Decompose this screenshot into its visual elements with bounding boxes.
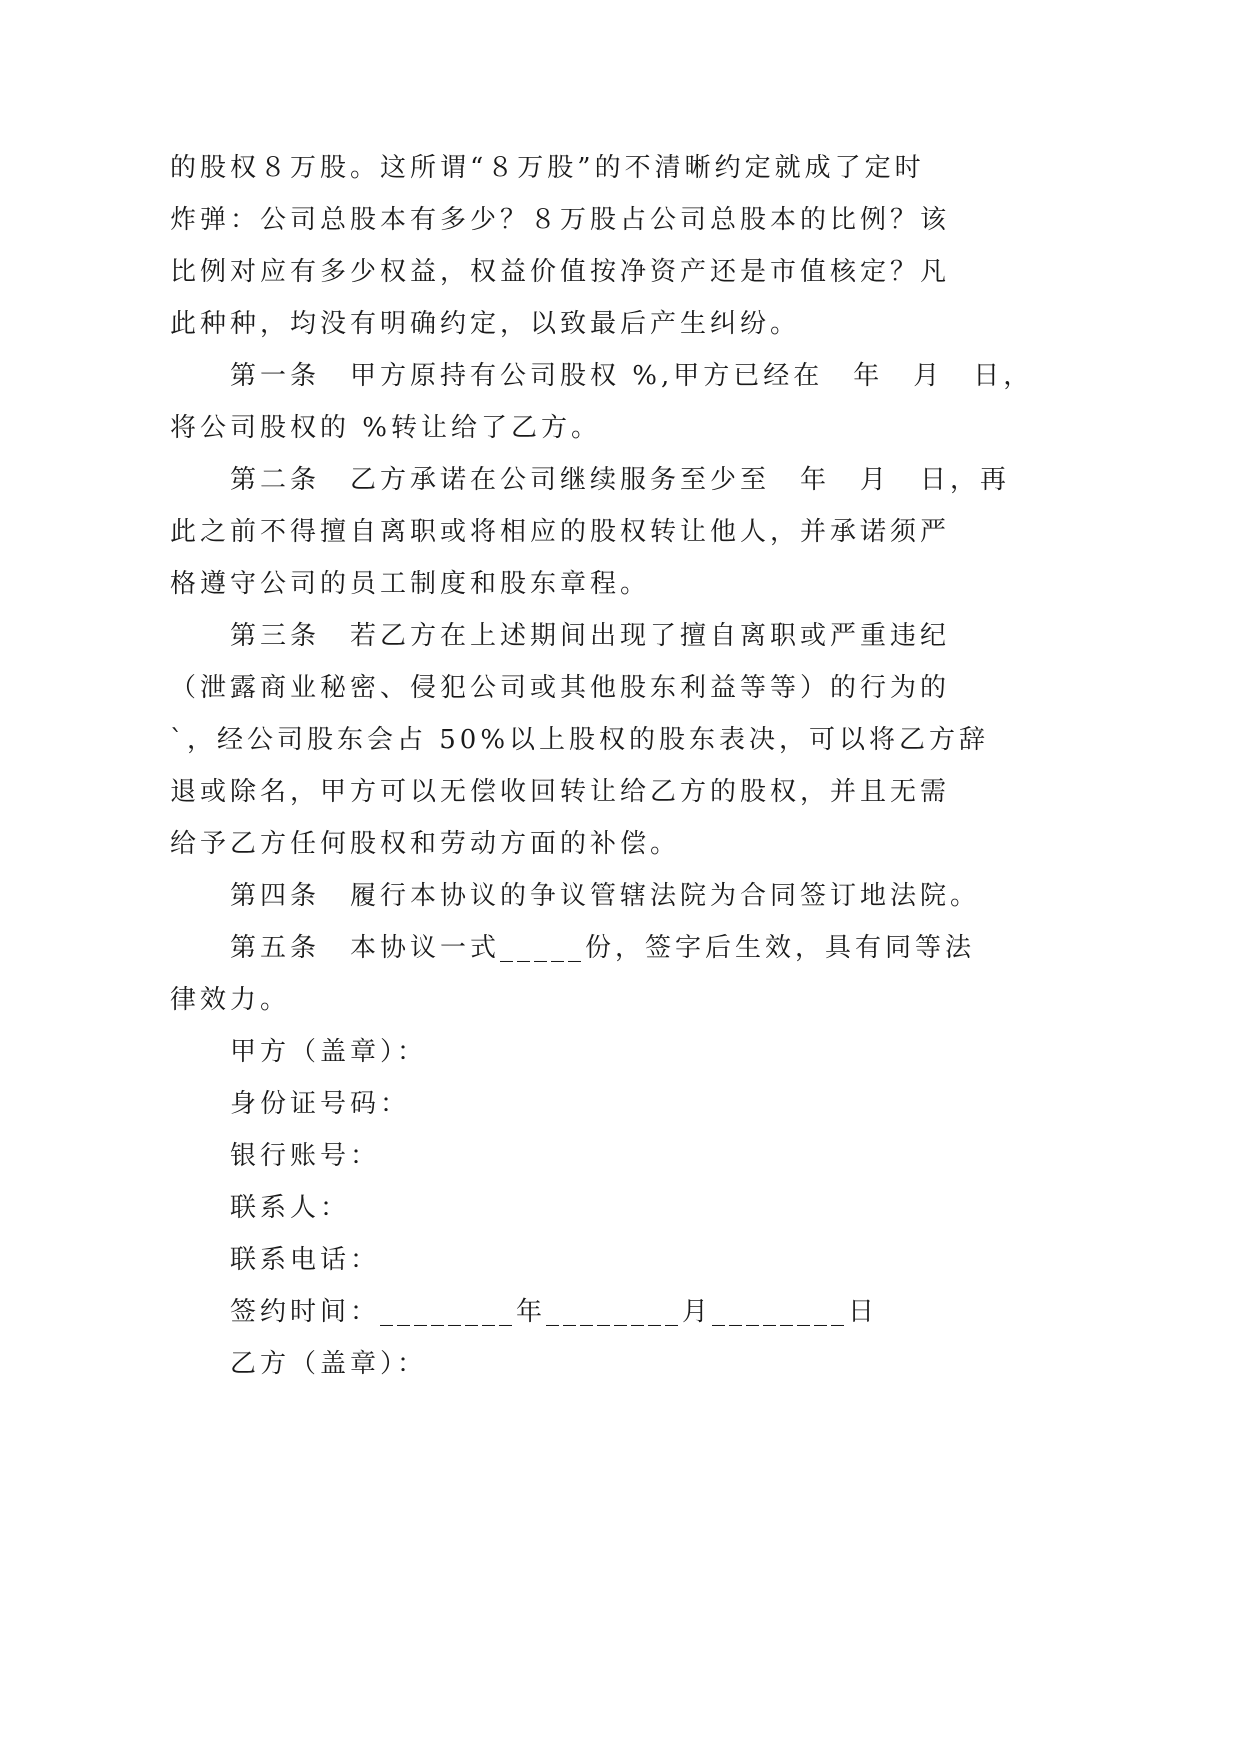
article-4-line: 第四条 履行本协议的争议管辖法院为合同签订地法院。 xyxy=(230,881,981,911)
text-line: 炸弹：公司总股本有多少？８万股占公司总股本的比例？该 xyxy=(170,205,951,235)
text-line: 此种种，均没有明确约定，以致最后产生纠纷。 xyxy=(170,309,801,339)
party-b-seal-label: 乙方（盖章）： xyxy=(230,1349,428,1379)
contact-phone-label: 联系电话： xyxy=(230,1245,381,1275)
id-number-label: 身份证号码： xyxy=(230,1089,411,1119)
article-1-line: 将公司股权的 %转让给了乙方。 xyxy=(170,413,601,443)
article-2-line: 第二条 乙方承诺在公司继续服务至少至 年 月 日，再 xyxy=(230,465,1011,495)
article-3-line: 退或除名，甲方可以无偿收回转让给乙方的股权，并且无需 xyxy=(170,777,951,807)
document-body xyxy=(170,142,1034,1390)
article-3-line: （泄露商业秘密、侵犯公司或其他股东利益等等）的行为的 xyxy=(170,673,951,703)
article-2-line: 格遵守公司的员工制度和股东章程。 xyxy=(170,569,651,599)
article-3-line: 给予乙方任何股权和劳动方面的补偿。 xyxy=(170,829,681,859)
article-2-line: 此之前不得擅自离职或将相应的股权转让他人，并承诺须严 xyxy=(170,517,951,547)
party-a-seal-label: 甲方（盖章）： xyxy=(230,1037,428,1067)
article-3-line: `，经公司股东会占 50%以上股权的股东表决，可以将乙方辞 xyxy=(170,725,990,755)
text-line: 的股权８万股。这所谓“８万股”的不清晰约定就成了定时 xyxy=(170,153,925,183)
text-line: 比例对应有多少权益，权益价值按净资产还是市值核定？凡 xyxy=(170,257,951,287)
article-5-line: 律效力。 xyxy=(170,985,291,1015)
signing-date-label: 签约时间：________年________月________日 xyxy=(230,1297,879,1327)
bank-account-label: 银行账号： xyxy=(230,1141,381,1171)
article-5-line: 第五条 本协议一式_____份，签字后生效，具有同等法 xyxy=(230,933,976,963)
contact-person-label: 联系人： xyxy=(230,1193,351,1223)
article-1-line: 第一条 甲方原持有公司股权 %,甲方已经在 年 月 日， xyxy=(230,361,1034,391)
article-3-line: 第三条 若乙方在上述期间出现了擅自离职或严重违纪 xyxy=(230,621,951,651)
